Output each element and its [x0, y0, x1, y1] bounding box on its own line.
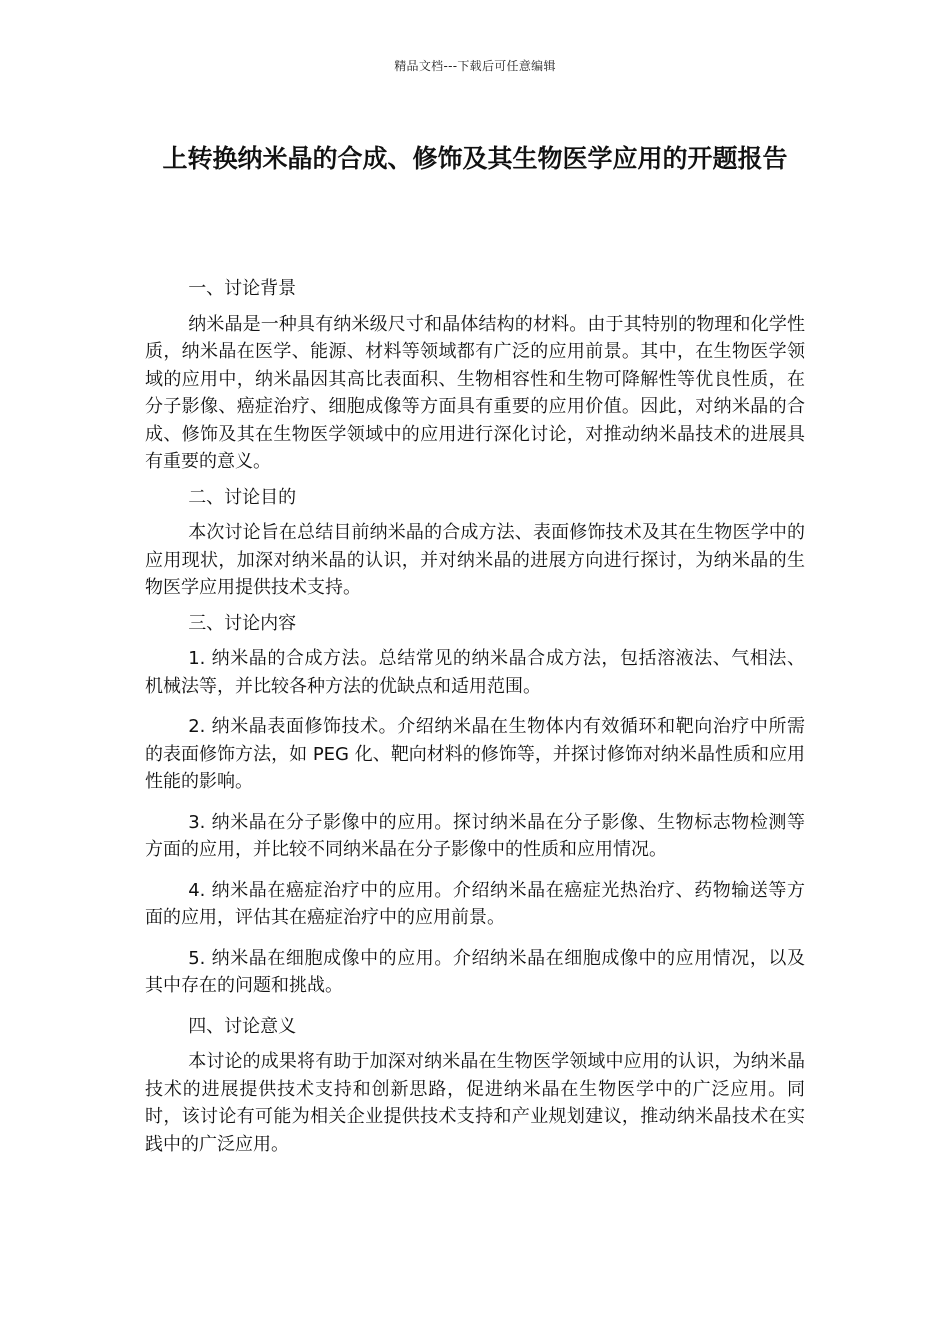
- content-item-4: 4. 纳米晶在癌症治疗中的应用。介绍纳米晶在癌症光热治疗、药物输送等方面的应用，评估其在癌症治疗中的应用前景。: [145, 879, 805, 928]
- document-body: [145, 267, 805, 1166]
- content-item-2: 2. 纳米晶表面修饰技术。介绍纳米晶在生物体内有效循环和靶向治疗中所需的表面修饰方法，如 PEG 化、靶向材料的修饰等，并探讨修饰对纳米晶性质和应用性能的影响。: [145, 716, 805, 792]
- section-heading-content: 三、讨论内容: [188, 612, 297, 634]
- paragraph-background: 纳米晶是一种具有纳米级尺寸和晶体结构的材料。由于其特别的物理和化学性质，纳米晶在医学、能源、材料等领域都有广泛的应用前景。其中，在生物医学领域的应用中，纳米晶因其高比表面积、生物相容性和生物可降解性等优良性质，在分子影像、癌症治疗、细胞成像等方面具有重要的应用价值。因此，对纳米晶的合成、修饰及其在生物医学领域中的应用进行深化讨论，对推动纳米晶技术的进展具有重要的意义。: [145, 313, 805, 472]
- section-heading-background: 一、讨论背景: [188, 278, 297, 299]
- paragraph-significance: 本讨论的成果将有助于加深对纳米晶在生物医学领域中应用的认识，为纳米晶技术的进展提供技术支持和创新思路，促进纳米晶在生物医学中的广泛应用。同时，该讨论有可能为相关企业提供技术支持和产业规划建议，推动纳米晶技术在实践中的广泛应用。: [145, 1051, 805, 1155]
- content-item-5: 5. 纳米晶在细胞成像中的应用。介绍纳米晶在细胞成像中的应用情况，以及其中存在的问题和挑战。: [145, 947, 805, 996]
- section-heading-significance: 四、讨论意义: [188, 1015, 297, 1037]
- content-item-3: 3. 纳米晶在分子影像中的应用。探讨纳米晶在分子影像、生物标志物检测等方面的应用，并比较不同纳米晶在分子影像中的性质和应用情况。: [145, 811, 805, 860]
- paragraph-purpose: 本次讨论旨在总结目前纳米晶的合成方法、表面修饰技术及其在生物医学中的应用现状，加深对纳米晶的认识，并对纳米晶的进展方向进行探讨，为纳米晶的生物医学应用提供技术支持。: [145, 522, 805, 598]
- page-header-watermark: 精品文档---下载后可任意编辑: [394, 59, 556, 73]
- content-item-1: 1. 纳米晶的合成方法。总结常见的纳米晶合成方法，包括溶液法、气相法、机械法等，并比较各种方法的优缺点和适用范围。: [145, 648, 805, 697]
- document-title: 上转换纳米晶的合成、修饰及其生物医学应用的开题报告: [162, 144, 788, 173]
- section-heading-purpose: 二、讨论目的: [188, 486, 297, 508]
